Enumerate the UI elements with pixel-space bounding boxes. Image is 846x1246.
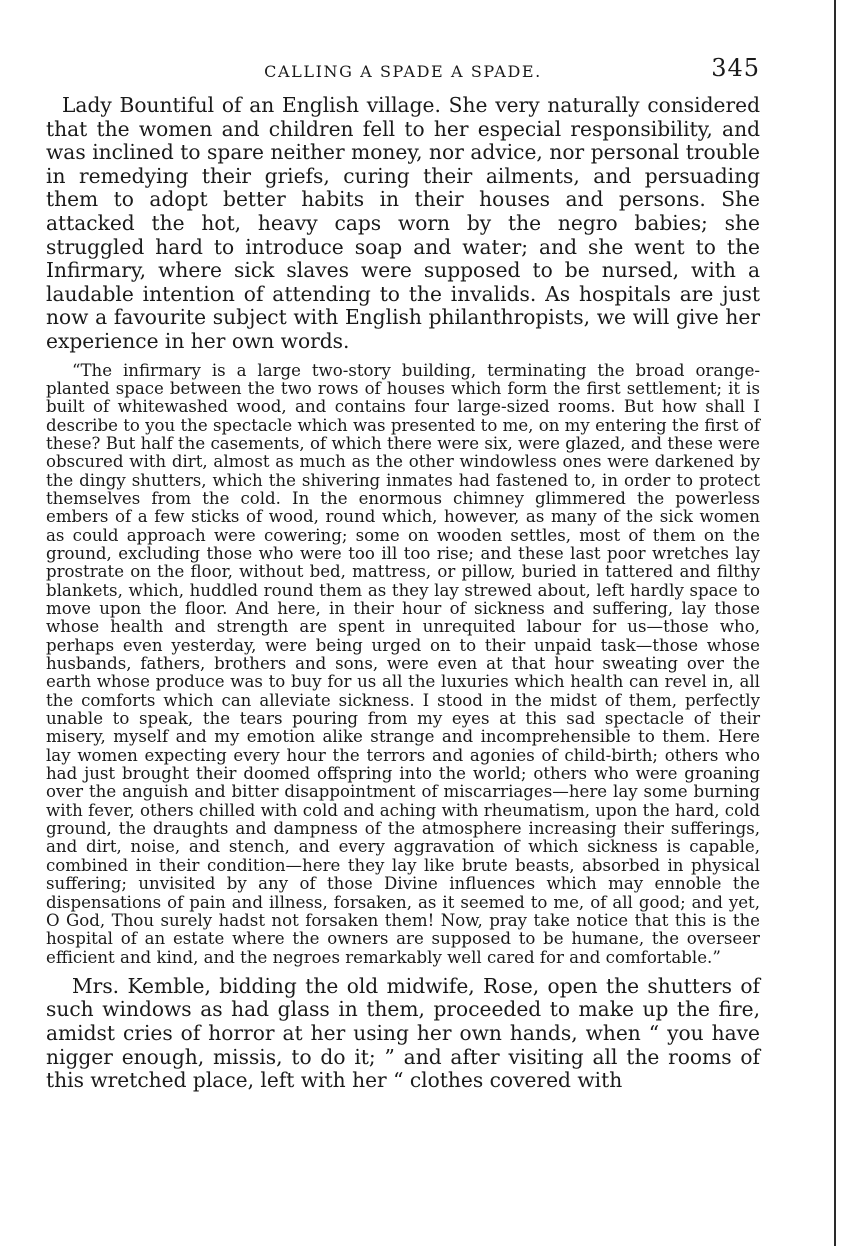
page-header bbox=[46, 50, 760, 94]
book-page bbox=[46, 50, 760, 1093]
closing-paragraph: Mrs. Kemble, bidding the old midwife, Rose, open the shutters of such windows as had glass in them, proceeded to make up the fire, amidst cries of horror at her using her own hands, when “ you have nigger enough, missis, to do it; ” and after visiting all the rooms of this wretched place, left with her “ clothes covered with bbox=[46, 973, 760, 1093]
running-title: CALLING A SPADE A SPADE. bbox=[264, 62, 542, 81]
page-number: 345 bbox=[711, 54, 760, 82]
quoted-extract: “The infirmary is a large two-story building, terminating the broad orange-planted space between the two rows of houses which form the first settlement; it is built of whitewashed wood, and contains four large-sized rooms. But how shall I describe to you the spectacle which was presented to me, on my entering the first of these? But half the casements, of which there were six, were glazed, and these were obscured with dirt, almost as much as the other windowless ones were darkened by the dingy shutters, which the shivering inmates had fastened to, in order to protect themselves from the cold. In the enormous chimney glimmered the powerless embers of a few sticks of wood, round which, however, as many of the sick women as could approach were cowering; some on wooden settles, most of them on the ground, excluding those who were too ill too rise; and these last poor wretches lay prostrate on the floor, without bed, mattress, or pillow, buried in tattered and filthy blankets, which, huddled round them as they lay strewed about, left hardly space to move upon the floor. And here, in their hour of sickness and suffering, lay those whose health and strength are spent in unrequited labour for us—those who, perhaps even yesterday, were being urged on to their unpaid task—those whose husbands, fathers, brothers and sons, were even at that hour sweating over the earth whose produce was to buy for us all the luxuries which health can revel in, all the comforts which can alleviate sickness. I stood in the midst of them, perfectly unable to speak, the tears pouring from my eyes at this sad spectacle of their misery, myself and my emotion alike strange and incomprehensible to them. Here lay women expecting every hour the terrors and agonies of child-birth; others who had just brought their doomed offspring into the world; others who were groaning over the anguish and bitter disappointment of miscarriages—here lay some burning with fever, others chilled with cold and aching with rheumatism, upon the hard, cold ground, the draughts and dampness of the atmosphere increasing their sufferings, and dirt, noise, and stench, and every aggravation of which sickness is capable, combined in their condition—here they lay like brute beasts, absorbed in physical suffering; unvisited by any of those Divine influences which may ennoble the dispensations of pain and illness, forsaken, as it seemed to me, of all good; and yet, O God, Thou surely hadst not forsaken them! Now, pray take notice that this is the hospital of an estate where the owners are supposed to be humane, the overseer efficient and kind, and the negroes remarkably well cared for and comfortable.” bbox=[46, 360, 760, 967]
intro-paragraph: Lady Bountiful of an English village. She very naturally considered that the women and children fell to her especial responsibility, and was inclined to spare neither money, nor advice, nor personal trouble in remedying their griefs, curing their ailments, and persuading them to adopt better habits in their houses and persons. She attacked the hot, heavy caps worn by the negro babies; she struggled hard to introduce soap and water; and she went to the Infirmary, where sick slaves were supposed to be nursed, with a laudable intention of attending to the invalids. As hospitals are just now a favourite subject with English philanthropists, we will give her experience in her own words. bbox=[46, 93, 760, 353]
page-edge-rule bbox=[834, 0, 836, 1246]
